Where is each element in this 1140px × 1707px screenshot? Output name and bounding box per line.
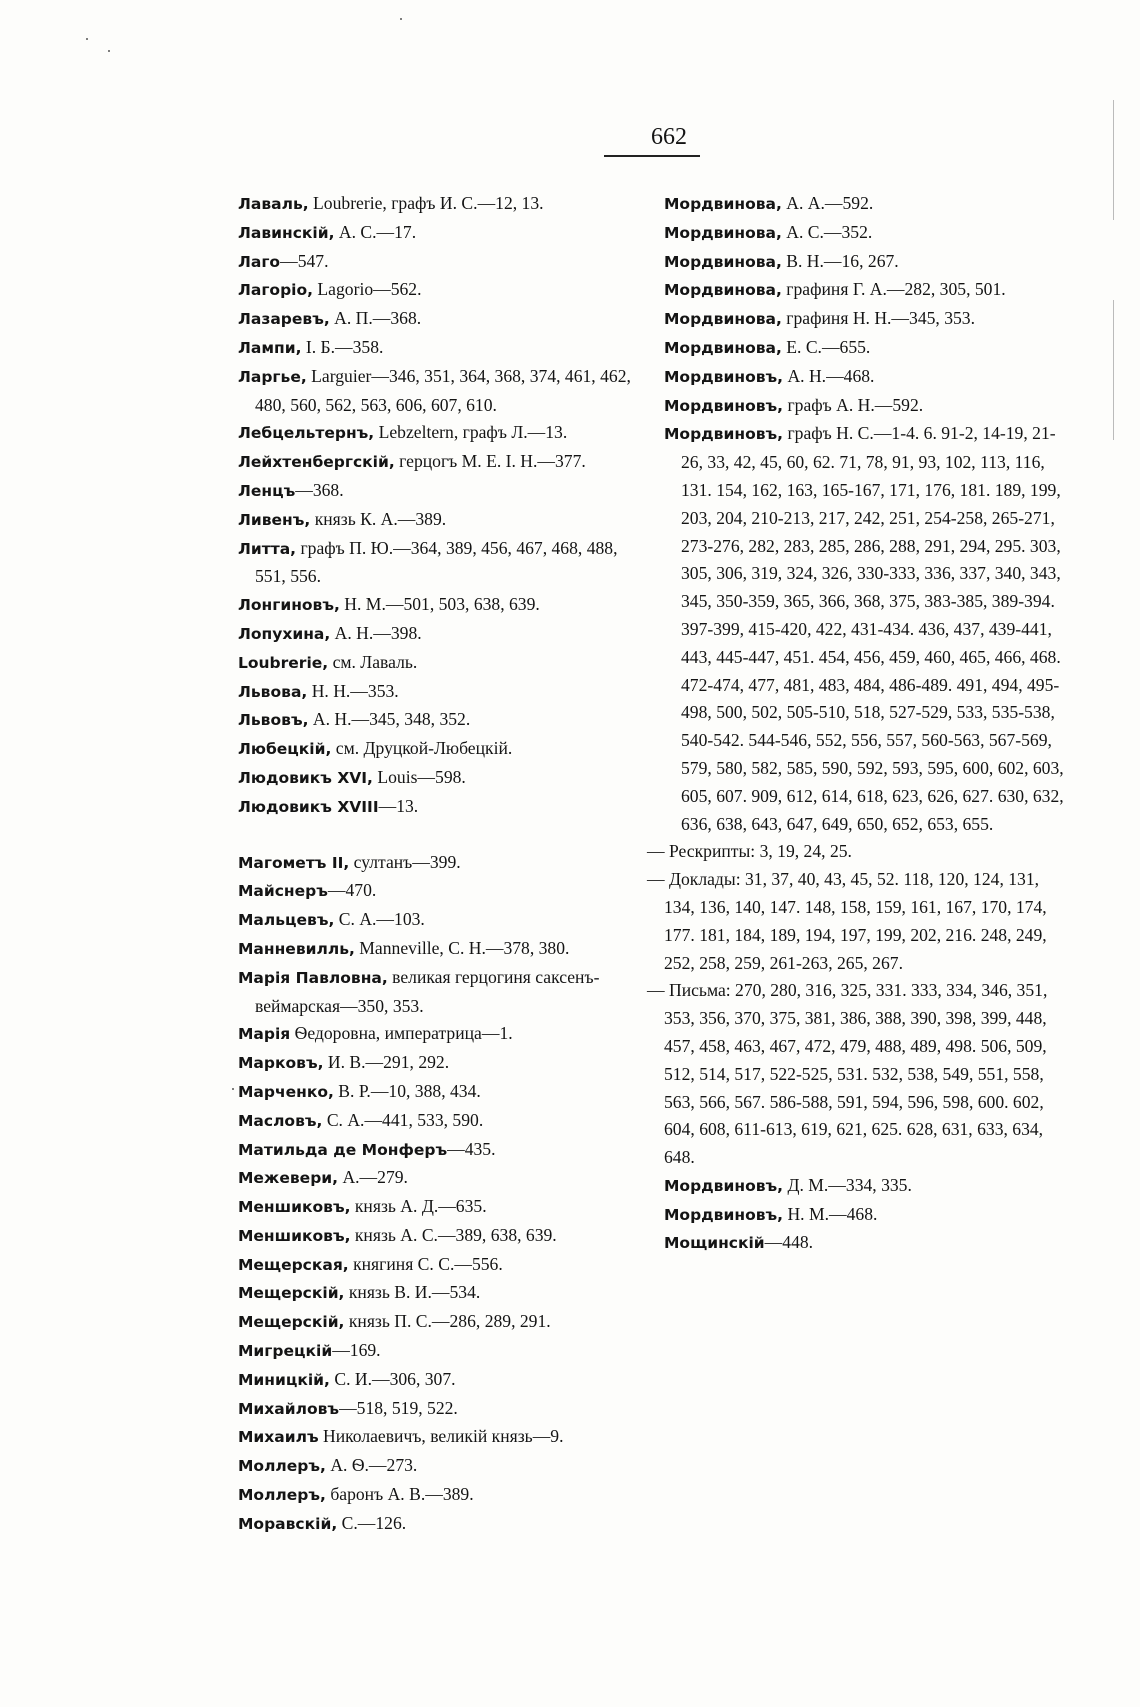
entry-references: Louis—598. (372, 766, 466, 787)
entry-references: — Доклады: 31, 37, 40, 43, 45, 52. 118, 120, 124, 131, 134, 136, 140, 147. 148, 158, 159, 161, 167, 170, 174, 177. 181, 184, 189, 194, 197, 199, 202, 216. 248, 249, 252, 258, 259, 261-263, 265, 267. (647, 869, 1047, 973)
entry-headword: Мещерскій, (238, 1284, 345, 1303)
entry-headword: Мордвиновъ, (664, 367, 784, 386)
index-entry (238, 363, 646, 420)
entry-references: —13. (378, 795, 419, 816)
entry-references: великая герцогиня саксенъ-веймарская—350, 353. (255, 966, 600, 1016)
entry-headword: Львовъ, (238, 711, 309, 730)
entry-headword: Магометъ II, (238, 853, 350, 872)
index-entry (238, 906, 646, 935)
entry-references: В. Н.—16, 267. (781, 250, 899, 271)
entry-headword: Манневилль, (238, 939, 355, 958)
entry-references: графиня Г. А.—282, 305, 501. (781, 279, 1006, 300)
scan-speck (86, 38, 88, 40)
scan-edge-line (1113, 300, 1114, 440)
index-entry (664, 1201, 1066, 1230)
index-entry (238, 1164, 646, 1193)
entry-headword: Мальцевъ, (238, 911, 335, 930)
entry-references: В. Р.—10, 388, 434. (333, 1080, 481, 1101)
entry-references: — Рескрипты: 3, 19, 24, 25. (647, 841, 852, 862)
entry-headword: Мордвинова, (664, 310, 782, 329)
entry-headword: Михайловъ (238, 1399, 340, 1418)
index-entry (664, 190, 1066, 219)
index-entry (238, 1452, 646, 1481)
index-entry (238, 535, 646, 592)
index-entry (238, 1107, 646, 1136)
entry-references: графъ П. Ю.—364, 389, 456, 467, 468, 488, 551, 556. (255, 537, 618, 587)
index-entry (664, 276, 1066, 305)
entry-headword: Мордвиновъ, (664, 396, 784, 415)
index-entry (664, 392, 1066, 421)
entry-headword: Ленцъ (238, 481, 296, 500)
entry-references: С. А.—441, 533, 590. (322, 1109, 484, 1130)
entry-headword: Лопухина, (238, 624, 331, 643)
index-entry (238, 964, 646, 1021)
entry-references: княгиня С. С.—556. (348, 1253, 503, 1274)
entry-headword: Любецкій, (238, 740, 332, 759)
index-entry (238, 334, 646, 363)
index-entry (664, 248, 1066, 277)
entry-headword: Литта, (238, 539, 297, 558)
entry-references: см. Лаваль. (328, 651, 418, 672)
entry-headword: Мордвинова, (664, 195, 782, 213)
entry-headword: Моллеръ, (238, 1486, 326, 1505)
index-entry (664, 1172, 1066, 1201)
index-subentry (647, 838, 1066, 866)
entry-references: А. А.—592. (781, 193, 874, 213)
entry-references: А. С.—17. (334, 221, 417, 242)
entry-headword: Ларгье, (238, 367, 307, 386)
entry-headword: Матильда де Монферъ (238, 1140, 448, 1159)
index-entry (664, 1229, 1066, 1258)
index-entry (238, 1251, 646, 1280)
entry-references: А. Н.—468. (783, 365, 875, 386)
entry-references: графъ А. Н.—592. (783, 394, 924, 415)
entry-references: герцогъ М. Е. І. Н.—377. (394, 451, 586, 472)
entry-references: С. И.—306, 307. (329, 1368, 456, 1389)
page-number: 662 (651, 124, 687, 150)
entry-headword: Масловъ, (238, 1111, 323, 1130)
entry-references: И. В.—291, 292. (323, 1052, 450, 1073)
index-entry (238, 1423, 646, 1452)
entry-headword: Лагоріо, (238, 281, 314, 300)
entry-references: Larguier—346, 351, 364, 368, 374, 461, 462, 480, 560, 562, 563, 606, 607, 610. (255, 365, 631, 415)
entry-references: Николаевичъ, великій князь—9. (318, 1426, 564, 1447)
entry-references: С. А.—103. (334, 909, 425, 930)
index-entry (238, 448, 646, 477)
entry-references: А. С.—352. (781, 221, 873, 242)
entry-references: А. П.—368. (329, 308, 422, 329)
entry-headword: Мещерская, (238, 1255, 349, 1274)
index-entry (238, 793, 646, 822)
entry-headword: Мордвиновъ, (664, 425, 784, 444)
entry-references: Ѳедоровна, императрица—1. (290, 1023, 513, 1044)
index-entry (238, 1136, 646, 1165)
index-entry (238, 419, 646, 448)
index-entry (664, 363, 1066, 392)
entry-references: Loubrerie, графъ И. С.—12, 13. (308, 193, 544, 213)
entry-headword: Лейхтенбергскій, (238, 453, 395, 472)
entry-headword: Ливенъ, (238, 510, 311, 529)
index-entry (238, 849, 646, 878)
scan-speck (232, 1088, 234, 1090)
entry-references: султанъ—399. (349, 851, 461, 872)
entry-references: Н. М.—468. (783, 1203, 878, 1224)
index-entry (238, 305, 646, 334)
entry-headword: Мордвиновъ, (664, 1205, 784, 1224)
entry-references: —470. (327, 880, 377, 901)
entry-headword: Лазаревъ, (238, 310, 330, 329)
index-entry (664, 305, 1066, 334)
entry-references: князь П. С.—286, 289, 291. (344, 1311, 551, 1332)
index-entry (238, 1078, 646, 1107)
index-entry (238, 1366, 646, 1395)
entry-references: князь А. Д.—635. (350, 1196, 487, 1217)
entry-headword: Мордвиновъ, (664, 1176, 784, 1195)
entry-references: А. Н.—398. (330, 622, 422, 643)
index-entry (238, 1222, 646, 1251)
entry-headword: Львова, (238, 682, 308, 701)
index-entry (238, 477, 646, 506)
index-entry (238, 678, 646, 707)
index-entry (238, 1481, 646, 1510)
index-entry (664, 420, 1066, 838)
entry-references: Н. М.—501, 503, 638, 639. (339, 594, 540, 615)
entry-headword: Лаго (238, 252, 281, 271)
index-entry (238, 706, 646, 735)
entry-headword: Лаваль, (238, 195, 309, 213)
entry-headword: Мордвинова, (664, 338, 782, 357)
index-entry (238, 1395, 646, 1424)
index-entry (238, 506, 646, 535)
index-entry (238, 877, 646, 906)
entry-references: князь А. С.—389, 638, 639. (350, 1224, 557, 1245)
scan-edge-line (1113, 100, 1114, 220)
entry-references: —368. (295, 479, 344, 500)
entry-references: Н. Н.—353. (307, 680, 399, 701)
entry-headword: Мордвинова, (664, 223, 782, 242)
page-number-rule (604, 155, 700, 157)
entry-references: А. Н.—345, 348, 352. (308, 709, 471, 730)
index-entry (238, 1337, 646, 1366)
entry-references: —435. (447, 1138, 496, 1159)
entry-references: А. Ѳ.—273. (325, 1455, 418, 1476)
index-entry (664, 334, 1066, 363)
index-subentry (647, 866, 1066, 977)
entry-references: Lebzeltern, графъ Л.—13. (374, 422, 568, 443)
index-entry (238, 591, 646, 620)
entry-headword: Моллеръ, (238, 1457, 326, 1476)
index-entry (238, 1510, 646, 1539)
index-entry (664, 219, 1066, 248)
entry-headword: Марченко, (238, 1082, 334, 1101)
entry-headword: Марія (238, 1025, 291, 1044)
entry-headword: Лебцельтернъ, (238, 424, 375, 443)
entry-references: графиня Н. Н.—345, 353. (781, 308, 975, 329)
entry-references: князь К. А.—389. (310, 508, 447, 529)
entry-headword: Лонгиновъ, (238, 596, 340, 615)
index-entry (238, 276, 646, 305)
index-entry (238, 649, 646, 678)
entry-headword: Майснеръ (238, 882, 328, 901)
index-entry (238, 1020, 646, 1049)
entry-references: Lagorio—562. (313, 279, 422, 300)
entry-references: —547. (280, 250, 329, 271)
entry-headword: Лампи, (238, 338, 302, 357)
index-entry (238, 620, 646, 649)
entry-references: Е. С.—655. (781, 336, 871, 357)
entry-references: Д. М.—334, 335. (783, 1174, 912, 1195)
entry-references: — Письма: 270, 280, 316, 325, 331. 333, 334, 346, 351, 353, 356, 370, 375, 381, 386, 388, 390, 398, 399, 448, 457, 458, 463, 467, 472, 479, 488, 489, 498. 506, 509, 512, 514, 517, 522-525, 531. 532, 538, 549, 551, 558, 563, 566, 567. 586-588, 591, 594, 596, 598, 600. 602, 604, 608, 611-613, 619, 621, 625. 628, 631, 633, 634, 648. (647, 980, 1048, 1168)
entry-headword: Мещерскій, (238, 1313, 345, 1332)
entry-headword: Loubrerie, (238, 653, 329, 672)
index-entry (238, 190, 646, 219)
index-column-right (647, 190, 1066, 1258)
entry-headword: Меншиковъ, (238, 1226, 351, 1245)
entry-headword: Моравскій, (238, 1514, 338, 1533)
index-entry (238, 219, 646, 248)
index-entry (238, 764, 646, 793)
index-column-left (238, 190, 646, 1539)
entry-references: І. Б.—358. (301, 336, 384, 357)
index-entry (238, 935, 646, 964)
entry-headword: Мордвинова, (664, 252, 782, 271)
index-entry (238, 735, 646, 764)
index-entry (238, 1193, 646, 1222)
entry-headword: Михаилъ (238, 1428, 319, 1447)
entry-references: А.—279. (338, 1167, 408, 1188)
entry-references: С.—126. (337, 1512, 407, 1533)
entry-headword: Марковъ, (238, 1054, 324, 1073)
entry-references: графъ Н. С.—1-4. 6. 91-2, 14-19, 21-26, 33, 42, 45, 60, 62. 71, 78, 91, 93, 102, 113, 116, 131. 154, 162, 163, 165-167, 171, 176, 181. 189, 199, 203, 204, 210-213, 217, 242, 251, 254-258, 265-271, 273-276, 282, 283, 285, 286, 288, 291, 294, 295. 303, 305, 306, 319, 324, 326, 330-333, 336, 337, 340, 343, 345, 350-359, 365, 366, 368, 375, 383-385, 389-394. 397-399, 415-420, 422, 431-434. 436, 437, 439-441, 443, 445-447, 451. 454, 456, 459, 460, 465, 466, 468. 472-474, 477, 481, 483, 484, 486-489. 491, 494, 495-498, 500, 502, 505-510, 518, 527-529, 533, 535-538, 540-542. 544-546, 552, 556, 557, 560-563, 567-569, 579, 580, 582, 585, 590, 592, 593, 595, 600, 602, 603, 605, 607. 909, 612, 614, 618, 623, 626, 627. 630, 632, 636, 638, 643, 647, 649, 650, 652, 653, 655. (681, 423, 1064, 834)
entry-headword: Мордвинова, (664, 281, 782, 300)
entry-headword: Мощинскій (664, 1234, 765, 1253)
index-entry (238, 1279, 646, 1308)
index-subentry (647, 977, 1066, 1172)
entry-references: —169. (332, 1340, 381, 1361)
scan-speck (400, 18, 402, 20)
index-entry (238, 1049, 646, 1078)
index-entry (238, 248, 646, 277)
entry-references: —448. (764, 1232, 814, 1253)
index-entry (238, 1308, 646, 1337)
entry-headword: Меншиковъ, (238, 1198, 351, 1217)
entry-headword: Марія Павловна, (238, 968, 388, 987)
entry-headword: Миницкій, (238, 1370, 330, 1389)
scan-speck (108, 50, 110, 52)
entry-headword: Людовикъ XVI, (238, 768, 373, 787)
entry-references: Manneville, С. Н.—378, 380. (354, 937, 570, 958)
entry-references: —518, 519, 522. (339, 1397, 458, 1418)
entry-headword: Межевери, (238, 1169, 339, 1188)
entry-references: см. Друцкой-Любецкій. (331, 738, 513, 759)
entry-headword: Мигрецкій (238, 1342, 333, 1361)
entry-headword: Людовикъ XVIII (238, 797, 379, 816)
entry-references: князь В. И.—534. (344, 1282, 481, 1303)
entry-references: баронъ А. В.—389. (325, 1484, 474, 1505)
entry-headword: Лавинскій, (238, 223, 335, 242)
